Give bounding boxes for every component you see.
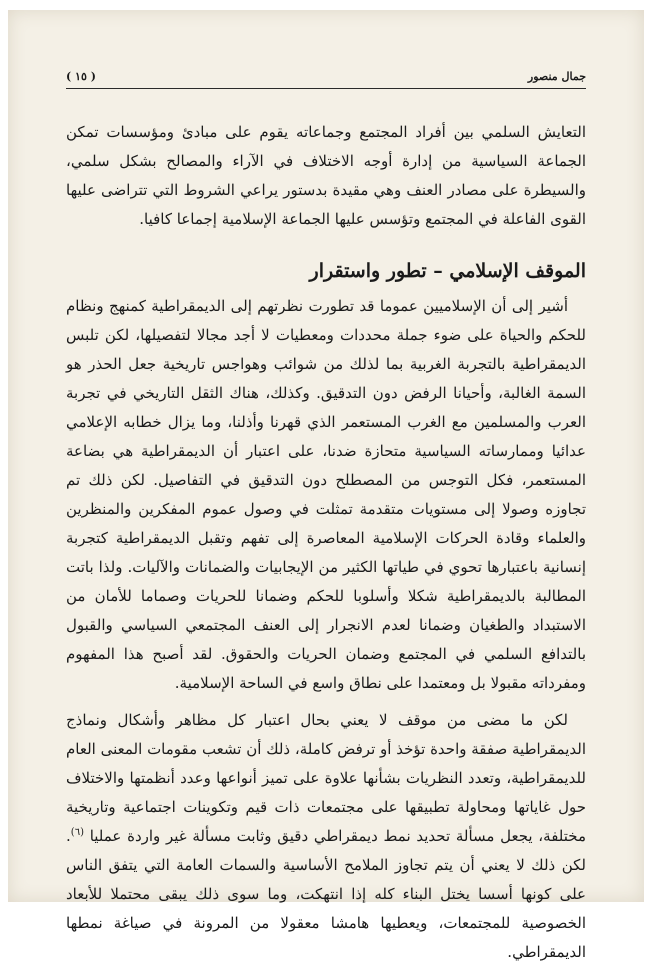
paragraph-gap — [66, 698, 586, 706]
page-number: ( ١٥ ) — [66, 70, 96, 83]
header-author: جمال منصور — [527, 70, 586, 83]
paragraph-1: التعايش السلمي بين أفراد المجتمع وجماعاته يقوم على مبادئ ومؤسسات تمكن الجماعة السياسية من إدارة أوجه الاختلاف في الآراء والمصالح بشكل سلمي، والسيطرة على مصادر العنف وهي مقيدة بدستور يراعي الشروط التي تتراضى عليها القوى الفاعلة في المجتمع وتؤسس عليها الجماعة الإسلامية إجماعا كافيا. — [66, 123, 586, 228]
paragraph-3-end: . لكن ذلك لا يعني أن يتم تجاوز الملامح الأساسية والسمات العامة التي يتفق الناس على كونها أسسا يختل البناء كله إذا انتهكت، وما سوى ذلك يبقى محتملا للأبعاد الخصوصية للمجتمعات، ويعطيها هامشا معقولا من المرونة في صياغة نمطها الديمقراطي. — [66, 827, 586, 961]
paragraph-3 — [66, 706, 586, 967]
book-page — [8, 10, 644, 961]
running-header — [66, 68, 586, 89]
page-body — [66, 118, 586, 967]
paragraph-2: أشير إلى أن الإسلاميين عموما قد تطورت نظرتهم إلى الديمقراطية كمنهج ونظام للحكم والحياة على ضوء جملة محددات ومعطيات لا أجد مجالا لتفصيلها، لكن تلبس الديمقراطية بالتجربة الغربية بما لذلك من شوائب وهواجس تاريخية جعل الحذر هو السمة الغالبة، وأحيانا الرفض دون التدقيق. وكذلك، هناك الثقل التاريخي في تجربة العرب والمسلمين مع الغرب المستعمر الذي قهرنا وأذلنا، وما يزال خطابه الإعلامي عدائيا وممارساته السياسية متحازة ضدنا، على اعتبار أن الديمقراطية هي بضاعة المستعمر، فكل التوجس من المصطلح دون التدقيق في التفاصيل. لكن ذلك تم تجاوزه وصولا إلى مستويات متقدمة تمثلت في وصول عموم المفكرين والمنظرين والعلماء وقادة الحركات الإسلامية المعاصرة إلى تفهم وتقبل الديمقراطية كتجربة إنسانية باعتبارها تحوي في طياتها الكثير من الإيجابيات والضمانات والآليات. ولذا باتت المطالبة بالديمقراطية شكلا وأسلوبا للحكم وضمانا للحريات وصماما للأمان من الاستبداد والطغيان وضمانا لعدم الانجرار إلى العنف المجتمعي السياسي والقبول بالتدافع السلمي في المجتمع وضمان الحريات والحقوق. لقد أصبح هذا المفهوم ومفرداته مقبولا بل ومعتمدا على نطاق واسع في الساحة الإسلامية. — [66, 297, 587, 692]
footnote-reference: (٦) — [70, 827, 84, 838]
paragraph-3-text: لكن ما مضى من موقف لا يعني بحال اعتبار كل مظاهر وأشكال ونماذج الديمقراطية صفقة واحدة تؤخذ أو ترفض كاملة، ذلك أن تشعب مقومات المعنى العام للديمقراطية، وتعدد النظريات بشأنها علاوة على تميز أنواعها وعدد أنظمتها والاختلاف حول غاياتها ومحاولة تطبيقها على مجتمعات ذات قيم وتكوينات اجتماعية وتاريخية مختلفة، يجعل مسألة تحديد نمط ديمقراطي دقيق وثابت مسألة غير واردة عمليا — [66, 711, 586, 845]
section-heading: الموقف الإسلامي – تطور واستقرار — [309, 260, 586, 282]
